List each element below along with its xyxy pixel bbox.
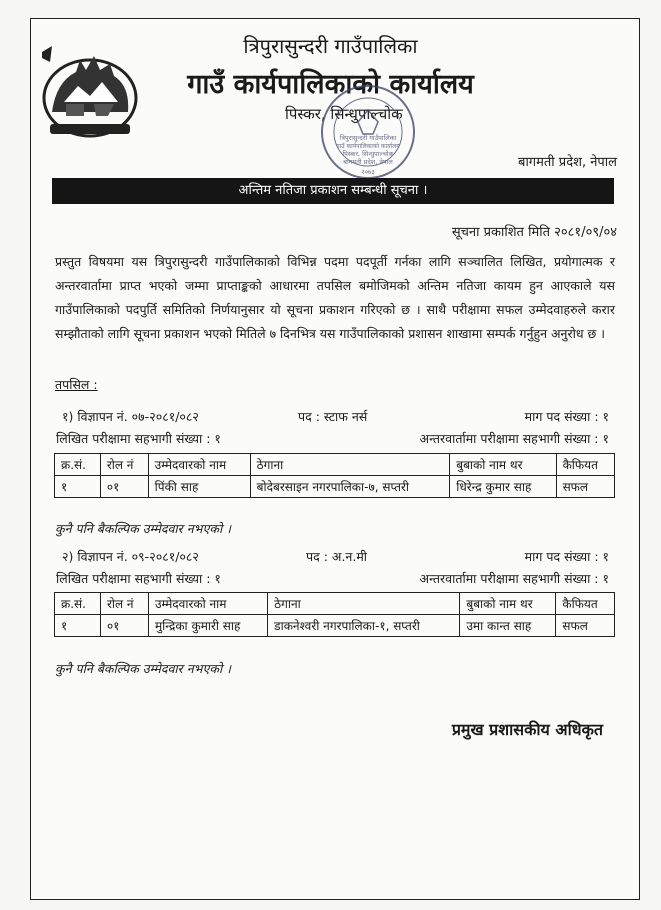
column-header: उम्मेदवारको नाम xyxy=(148,454,250,476)
published-date: सूचना प्रकाशित मिति २०८१/०९/०४ xyxy=(451,225,617,240)
province: बागमती प्रदेश, नेपाल xyxy=(518,155,617,170)
written-count: लिखित परीक्षामा सहभागी संख्या : १ xyxy=(56,431,221,446)
office-name: गाउँ कार्यपालिकाको कार्यालय xyxy=(187,69,474,100)
stamp-line: त्रिपुरासुन्दरी गाउँपालिका xyxy=(339,134,397,142)
alternate-candidate-note: कुनै पनि बैकल्पिक उम्मेदवार नभएको । xyxy=(55,661,231,676)
table-cell: पिंकी साह xyxy=(148,476,250,498)
tapsil-heading: तपसिल : xyxy=(55,377,98,392)
table-cell: ०१ xyxy=(100,476,148,498)
notice-body: प्रस्तुत विषयमा यस त्रिपुरासुन्दरी गाउँपालिकाको विभिन्न पदमा पदपूर्ती गर्नका लागि सञ्चालित लिखित, प्रयोगात्मक र अन्तरवार्तामा प्राप्त भएको जम्मा प्राप्ताङ्कको आधारमा तपसिल बमोजिमको अन्तिम नतिजा कायम हुन आएकाले यस गाउँपालिकाको पदपुर्ति समितिको निर्णयानुसार यो सूचना प्रकाशन गरिएको छ । साथै परीक्षामा सफल उम्मेदवाहरुले करार सम्झौताको लागि सूचना प्रकाशन भएको मितिले ७ दिनभित्र यस गाउँपालिकाको प्रशासन शाखामा सम्पर्क गर्नुहुन अनुरोध छ । xyxy=(55,254,615,341)
post-name: पद : अ.न.मी xyxy=(306,549,368,564)
column-header: उम्मेदवारको नाम xyxy=(148,593,267,615)
table-cell: उमा कान्त साह xyxy=(460,615,556,637)
table-row xyxy=(55,476,615,498)
interview-count: अन्तरवार्तामा परीक्षामा सहभागी संख्या : १ xyxy=(419,571,609,586)
table-header-row xyxy=(55,454,615,476)
column-header: क्र.सं. xyxy=(55,593,101,615)
table-cell: ०१ xyxy=(100,615,148,637)
table-cell: सफल xyxy=(556,476,614,498)
written-count: लिखित परीक्षामा सहभागी संख्या : १ xyxy=(56,571,221,586)
advert-number: २) विज्ञापन नं. ०९-२०८१/०८२ xyxy=(62,549,199,564)
table-cell: मुन्द्रिका कुमारी साह xyxy=(148,615,267,637)
demand-count: माग पद संख्या : १ xyxy=(524,549,609,564)
table-cell: डाकनेश्वरी नगरपालिका-१, सप्तरी xyxy=(268,615,460,637)
stamp-line: २०७३ xyxy=(361,168,375,176)
column-header: क्र.सं. xyxy=(55,454,101,476)
demand-count: माग पद संख्या : १ xyxy=(524,409,609,424)
stamp-line: बागमती प्रदेश, नेपाल xyxy=(343,158,393,166)
table-header-row xyxy=(55,593,615,615)
column-header: कैफियत xyxy=(556,593,615,615)
table-cell: सफल xyxy=(556,615,615,637)
column-header: रोल नं xyxy=(100,454,148,476)
result-table xyxy=(54,592,615,637)
notice-title-banner: अन्तिम नतिजा प्रकाशन सम्बन्धी सूचना । xyxy=(52,178,614,204)
table-cell: धिरेन्द्र कुमार साह xyxy=(450,476,556,498)
column-header: बुबाको नाम थर xyxy=(450,454,556,476)
column-header: रोल नं xyxy=(100,593,148,615)
column-header: ठेगाना xyxy=(250,454,450,476)
table-cell: १ xyxy=(55,615,101,637)
office-address: पिस्कर, सिन्धुपाल्चोक xyxy=(285,105,403,123)
interview-count: अन्तरवार्तामा परीक्षामा सहभागी संख्या : १ xyxy=(419,431,609,446)
signatory-title: प्रमुख प्रशासकीय अधिकृत xyxy=(451,720,603,739)
column-header: बुबाको नाम थर xyxy=(460,593,556,615)
column-header: कैफियत xyxy=(556,454,614,476)
advert-number: १) विज्ञापन नं. ०७-२०८१/०८२ xyxy=(62,409,199,424)
result-table xyxy=(54,453,615,498)
stamp-line: पिस्कर, सिन्धुपाल्चोक xyxy=(342,150,394,158)
table-row xyxy=(55,615,615,637)
post-name: पद : स्टाफ नर्स xyxy=(298,409,368,424)
column-header: ठेगाना xyxy=(268,593,460,615)
stamp-line: गाउँ कार्यपालिकाको कार्यालय xyxy=(336,143,400,150)
table-cell: बोदेबरसाइन नगरपालिका-७, सप्तरी xyxy=(250,476,450,498)
alternate-candidate-note: कुनै पनि बैकल्पिक उम्मेदवार नभएको । xyxy=(55,521,231,536)
official-stamp xyxy=(318,82,418,182)
municipality-name: त्रिपुरासुन्दरी गाउँपालिका xyxy=(243,34,418,58)
table-cell: १ xyxy=(55,476,101,498)
